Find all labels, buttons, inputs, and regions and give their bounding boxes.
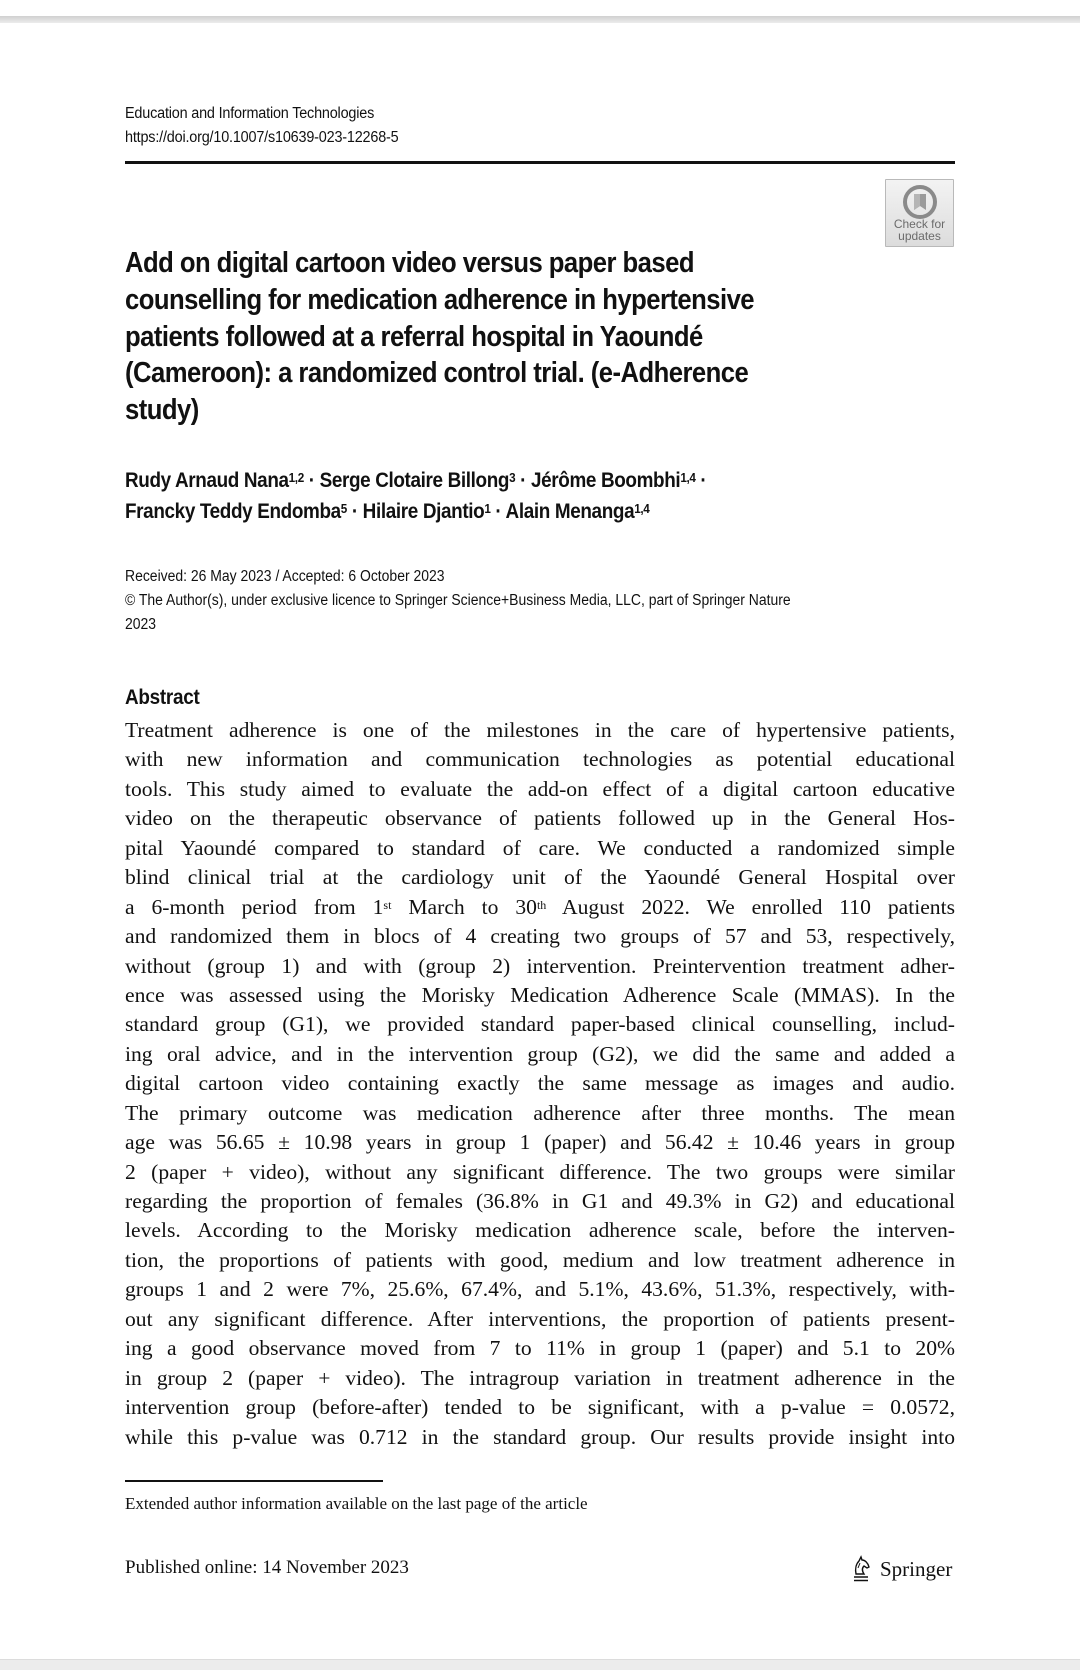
author-separator: · [303, 469, 320, 492]
abstract-line: video on the therapeutic observance of patients followed up in the General Hos- [125, 806, 955, 831]
abstract-line: out any significant difference. After interventions, the proportion of patients present- [125, 1306, 955, 1331]
abstract-body [125, 716, 955, 1452]
author-separator: · [346, 500, 363, 523]
title-line: study) [125, 394, 199, 427]
abstract-line: The primary outcome was medication adherence after three months. The mean [125, 1100, 955, 1125]
author-list [125, 465, 935, 527]
author-name[interactable]: Rudy Arnaud Nana [125, 469, 289, 492]
author-affiliation: 5 [340, 501, 347, 516]
title-line: patients followed at a referral hospital in Yaoundé [125, 320, 703, 353]
journal-name: Education and Information Technologies [125, 105, 375, 122]
viewer-top-margin [0, 0, 1080, 16]
author-affiliation: 1,2 [288, 470, 304, 485]
author-affiliation: 3 [509, 470, 516, 485]
springer-logo [850, 1553, 952, 1585]
received-accepted: Received: 26 May 2023 / Accepted: 6 October 2023 [125, 568, 445, 585]
footnote-rule [125, 1480, 383, 1482]
article-dates [125, 565, 935, 637]
viewer-top-edge [0, 16, 1080, 23]
abstract-line: groups 1 and 2 were 7%, 25.6%, 67.4%, and 5.1%, 43.6%, 51.3%, respectively, with- [125, 1277, 955, 1302]
author-name[interactable]: Jérôme Boombhi [530, 469, 681, 492]
check-for-updates-button[interactable] [885, 179, 954, 247]
author-affiliation: 1,4 [634, 501, 650, 516]
doi-link[interactable]: https://doi.org/10.1007/s10639-023-12268-5 [125, 129, 399, 146]
abstract-line: ence was assessed using the Morisky Medication Adherence Scale (MMAS). In the [125, 982, 955, 1007]
copyright-line: © The Author(s), under exclusive licence to Springer Science+Business Media, LLC, part of Springer Nature [125, 592, 791, 609]
footnote: Extended author information available on the last page of the article [125, 1494, 588, 1513]
abstract-line: ing a good observance moved from 7 to 11% in group 1 (paper) and 5.1 to 20% [125, 1336, 955, 1361]
journal-header [125, 102, 398, 150]
author-separator: · [490, 500, 506, 523]
author-name[interactable]: Alain Menanga [505, 500, 635, 523]
author-separator: · [515, 469, 531, 492]
author-affiliation: 1 [484, 501, 491, 516]
abstract-line: tools. This study aimed to evaluate the add-on effect of a digital cartoon educative [125, 776, 955, 801]
author-separator: · [695, 469, 707, 492]
title-line: (Cameroon): a randomized control trial. (e-Adherence [125, 357, 749, 390]
abstract-line: standard group (G1), we provided standard paper-based clinical counselling, includ- [125, 1012, 955, 1037]
springer-horse-icon [850, 1554, 874, 1584]
publisher-name: Springer [880, 1556, 953, 1581]
author-name[interactable]: Francky Teddy Endomba [125, 500, 341, 523]
abstract-line: a 6-month period from 1st March to 30th August 2022. We enrolled 110 patients [125, 894, 955, 919]
abstract-line: with new information and communication technologies as potential educational [125, 747, 955, 772]
viewer-bottom-edge [0, 1659, 1080, 1670]
title-line: Add on digital cartoon video versus paper based [125, 247, 694, 279]
abstract-line: age was 56.65 ± 10.98 years in group 1 (paper) and 56.42 ± 10.46 years in group [125, 1130, 955, 1155]
title-line: counselling for medication adherence in hypertensive [125, 283, 755, 316]
abstract-line: blind clinical trial at the cardiology unit of the Yaoundé General Hospital over [125, 865, 955, 890]
abstract-line: tion, the proportions of patients with good, medium and low treatment adherence in [125, 1247, 955, 1272]
paper-title [125, 245, 809, 429]
abstract-line: ing oral advice, and in the intervention group (G2), we did the same and added a [125, 1041, 955, 1066]
abstract-line: Treatment adherence is one of the milestones in the care of hypertensive patients, [125, 718, 955, 742]
abstract-line: while this p-value was 0.712 in the standard group. Our results provide insight into [125, 1424, 955, 1449]
header-rule [125, 161, 955, 164]
copyright-year: 2023 [125, 616, 157, 633]
author-name[interactable]: Hilaire Djantio [362, 500, 485, 523]
author-name[interactable]: Serge Clotaire Billong [319, 469, 510, 492]
check-for-updates-icon [903, 185, 937, 219]
abstract-line: in group 2 (paper + video). The intragroup variation in treatment adherence in the [125, 1365, 955, 1390]
abstract-line: pital Yaoundé compared to standard of care. We conducted a randomized simple [125, 835, 955, 860]
abstract-line: regarding the proportion of females (36.8% in G1 and 49.3% in G2) and educational [125, 1189, 955, 1213]
abstract-line: levels. According to the Morisky medication adherence scale, before the interven- [125, 1218, 955, 1243]
abstract-line: without (group 1) and with (group 2) intervention. Preintervention treatment adher- [125, 953, 955, 978]
abstract-line: 2 (paper + video), without any significant difference. The two groups were similar [125, 1159, 955, 1184]
abstract-line: intervention group (before-after) tended to be significant, with a p-value = 0.0572, [125, 1395, 955, 1420]
author-affiliation: 1,4 [680, 470, 696, 485]
abstract-heading: Abstract [125, 686, 200, 709]
check-for-updates-label: Check for updates [893, 217, 946, 243]
abstract-line: digital cartoon video containing exactly the same message as images and audio. [125, 1071, 955, 1096]
abstract-line: and randomized them in blocs of 4 creating two groups of 57 and 53, respectively, [125, 924, 955, 949]
published-date: Published online: 14 November 2023 [125, 1557, 409, 1578]
